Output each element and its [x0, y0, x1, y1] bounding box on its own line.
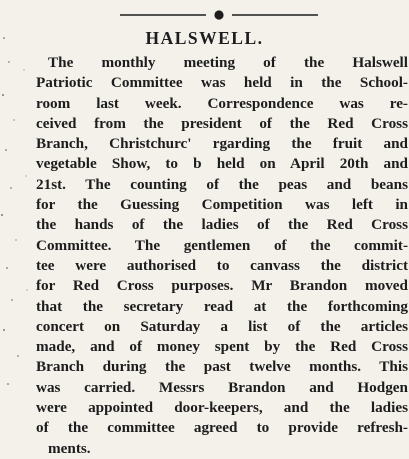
- article-headline: HALSWELL.: [145, 28, 264, 48]
- article-line: ments.: [48, 439, 91, 457]
- article-line: tee were authorised to canvass the district: [36, 256, 408, 274]
- article-line: Branch during the past twelve months. This: [36, 358, 408, 376]
- article-line: of the committee agreed to provide refresh-: [36, 419, 408, 437]
- article-line: for the Guessing Competition was left in: [36, 196, 408, 214]
- article-line: The monthly meeting of the Halswell: [48, 54, 408, 71]
- article-line: for Red Cross purposes. Mr Brandon moved: [36, 277, 408, 295]
- article-body: [36, 53, 408, 459]
- article-line: room last week. Correspondence was re-: [36, 94, 408, 112]
- article-line: 21st. The counting of the peas and beans: [36, 175, 408, 193]
- article-line: vegetable Show, to b held on April 20th and: [36, 155, 408, 173]
- article-line: made, and of money spent by the Red Cross: [36, 338, 408, 356]
- article-line: Branch, Christchurc' rgarding the fruit and: [36, 135, 408, 153]
- article-line: Committee. The gentlemen of the commit-: [36, 236, 408, 254]
- article-line: were appointed door-keepers, and the ladies: [36, 399, 408, 417]
- print-speckle: [0, 0, 40, 403]
- article-line: was carried. Messrs Brandon and Hodgen: [36, 378, 408, 396]
- ornament-icon: [120, 10, 318, 20]
- ornamental-rule: [120, 10, 318, 20]
- article-line: concert on Saturday a list of the articles: [36, 317, 408, 335]
- article-line: ceived from the president of the Red Cross: [36, 114, 408, 132]
- article-line: that the secretary read at the forthcoming: [36, 297, 408, 315]
- article-line: the hands of the ladies of the Red Cross: [36, 216, 408, 234]
- article-line: Patriotic Committee was held in the School-: [36, 74, 408, 92]
